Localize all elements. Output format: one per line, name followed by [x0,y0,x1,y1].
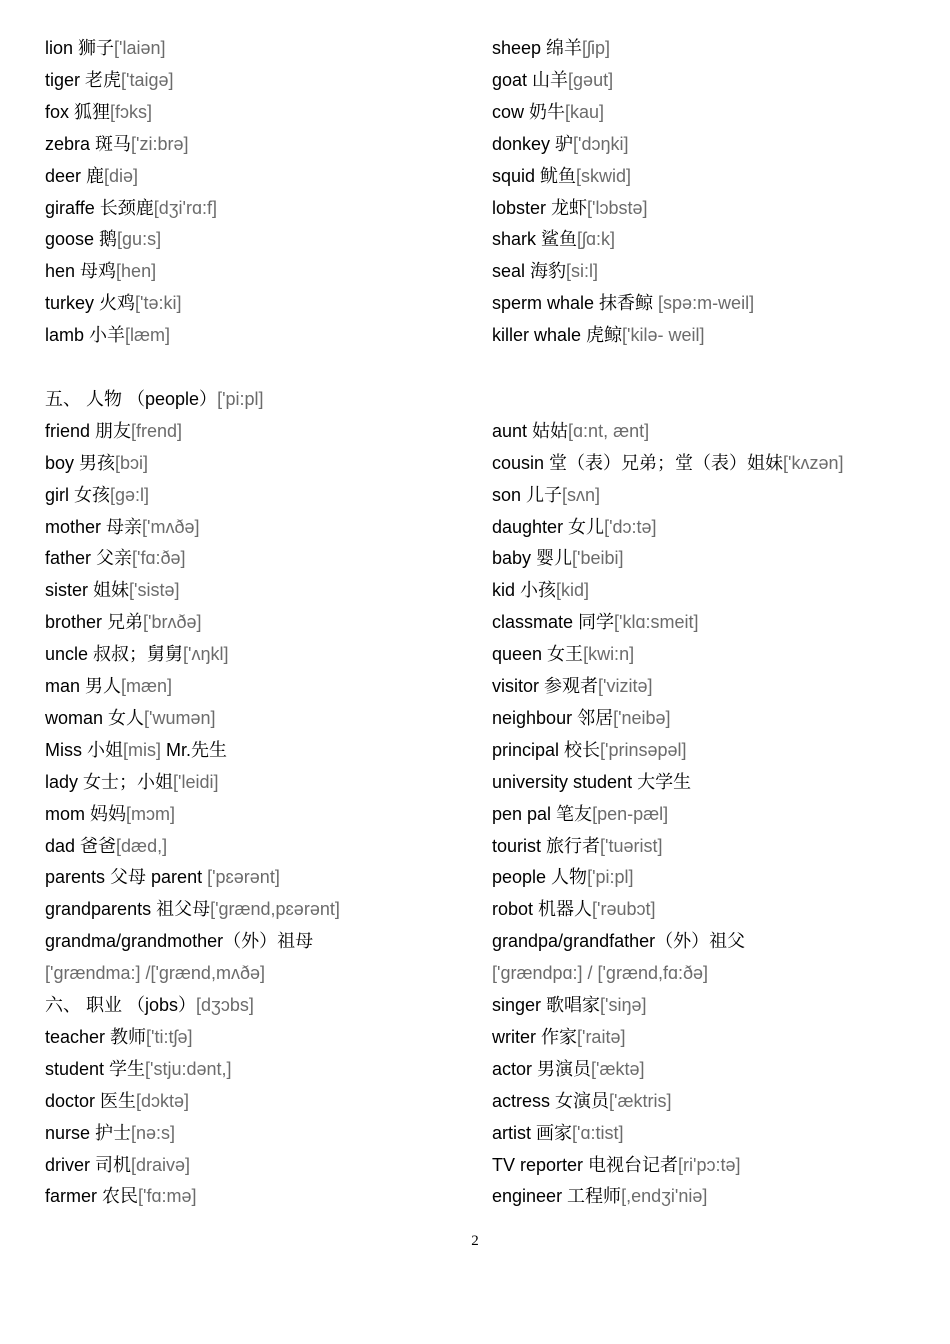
vocab-row [0,128,950,160]
vocab-word: actress 女演员 [492,1090,610,1111]
vocab-word: queen 女王 [492,644,584,665]
phonetic-transcription: [kwi:n] [583,644,635,665]
vocab-entry-left [45,1085,189,1117]
vocab-word: mother 母亲 [45,516,143,537]
vocab-word: grandpa/grandfather（外）祖父 [492,931,746,952]
vocab-row [0,830,950,862]
vocab-entry-left [45,893,340,925]
vocab-word: Miss 小姐 [45,739,123,760]
vocab-entry-left [45,989,254,1021]
vocab-word: tiger 老虎 [45,69,122,90]
phonetic-transcription: ['vizitə] [598,676,653,696]
phonetic-transcription: [draivə] [131,1154,191,1175]
vocab-entry-left [45,734,227,766]
vocab-row [0,1149,950,1181]
vocab-entry-left [45,511,200,543]
phonetic-transcription: [,endʒi'niə] [621,1186,708,1207]
vocab-word: dad 爸爸 [45,835,117,856]
vocab-entry-left [45,447,148,479]
vocab-row [0,160,950,192]
phonetic-transcription: [frend] [131,420,183,441]
phonetic-transcription: [diə] [104,165,139,186]
vocab-word: neighbour 邻居 [492,707,614,728]
vocab-row [0,192,950,224]
phonetic-transcription: [pen-pæl] [592,803,669,824]
phonetic-transcription: [læm] [125,325,171,346]
vocab-word: lion 狮子 [45,38,115,58]
vocab-word: donkey 驴 [492,133,574,154]
vocab-entry-right [492,989,647,1021]
vocab-word: parents 父母 parent [45,867,208,888]
phonetic-transcription: [dæd,] [116,835,168,856]
vocab-entry-left [45,255,156,287]
vocab-entry-right [492,319,705,351]
vocab-entry-right [492,255,598,287]
vocab-word: kid 小孩 [492,580,557,601]
vocab-word: aunt 姑姑 [492,420,569,441]
vocab-word: 五、 人物 （people） [45,388,218,409]
vocab-entry-left [45,415,182,447]
vocab-entry-left [45,702,216,734]
vocab-word: singer 歌唱家 [492,995,601,1015]
vocab-entry-right [492,223,615,255]
vocab-row [0,1085,950,1117]
vocab-word: father 父亲 [45,548,133,569]
vocab-entry-right [492,447,844,479]
vocab-row [0,383,950,415]
phonetic-transcription: [ɑ:nt, ænt] [568,420,650,441]
phonetic-transcription: ['æktris] [609,1090,672,1111]
vocab-row [0,542,950,574]
phonetic-transcription: ['dɔŋki] [573,133,629,154]
vocab-row [0,447,950,479]
vocab-word: zebra 斑马 [45,133,132,154]
vocab-entry-left [45,606,202,638]
vocab-row [0,861,950,893]
phonetic-transcription: [kid] [556,580,590,601]
vocab-row [0,64,950,96]
vocab-entry-left [45,128,189,160]
phonetic-transcription: ['ɑ:tist] [572,1122,624,1143]
vocab-row [0,574,950,606]
vocab-word: sister 姐妹 [45,580,130,601]
vocab-word: student 学生 [45,1058,146,1079]
phonetic-transcription: ['beibi] [572,548,624,569]
vocab-row [0,287,950,319]
vocab-word: friend 朋友 [45,420,132,441]
vocab-entry-right [492,606,699,638]
phonetic-transcription: ['stju:dənt,] [145,1058,232,1079]
vocab-entry-left [45,1149,190,1181]
vocab-word: actor 男演员 [492,1058,592,1079]
vocab-entry-left [45,319,170,351]
vocab-entry-right [492,957,708,989]
phonetic-transcription: [ʃɑ:k] [577,229,616,250]
vocab-row [0,925,950,957]
phonetic-transcription: ['æktə] [591,1058,645,1079]
vocab-row [0,702,950,734]
phonetic-transcription: ['neibə] [613,707,671,728]
vocab-entry-right [492,702,671,734]
vocab-entry-left [45,1180,196,1212]
phonetic-transcription: [spə:m-weil] [653,293,755,314]
vocab-row [0,511,950,543]
vocab-entry-right [492,96,604,128]
vocab-word: mom 妈妈 [45,803,126,824]
vocab-word: 六、 职业 （jobs） [45,995,197,1015]
phonetic-transcription: [bɔi] [115,452,149,473]
phonetic-transcription: [kau] [565,101,605,122]
vocab-entry-right [492,192,648,224]
vocab-word: goat 山羊 [492,69,569,90]
vocab-row [0,670,950,702]
phonetic-transcription: [hen] [116,261,157,282]
vocab-word: fox 狐狸 [45,101,111,122]
vocab-word: artist 画家 [492,1122,573,1143]
vocab-word: goose 鹅 [45,229,118,250]
phonetic-transcription: [mɔm] [126,803,175,824]
vocab-entry-left [45,638,229,670]
phonetic-transcription: [mæn] [121,676,173,696]
vocab-row [0,96,950,128]
vocab-entry-left [45,287,181,319]
vocab-word: teacher 教师 [45,1026,147,1047]
vocab-word: driver 司机 [45,1154,132,1175]
vocab-word: pen pal 笔友 [492,803,593,824]
phonetic-transcription: [si:l] [566,261,599,282]
phonetic-transcription: [dɔktə] [136,1090,190,1111]
phonetic-transcription: [gu:s] [117,229,162,250]
phonetic-transcription: [skwid] [576,165,632,186]
vocab-word: sheep 绵羊 [492,38,583,58]
vocab-entry-left [45,479,149,511]
vocab-entry-left [45,192,217,224]
phonetic-transcription: ['klɑ:smeit] [614,612,699,633]
vocab-entry-left [45,1021,193,1053]
phonetic-transcription: ['grændpɑ:] / ['grænd,fɑ:ðə] [492,963,708,984]
phonetic-transcription: [nə:s] [131,1122,176,1143]
phonetic-transcription: ['grænd,pɛərənt] [210,899,340,920]
vocab-entry-left [45,383,264,415]
vocab-entry-right [492,1021,625,1053]
page-number: 2 [471,1233,479,1249]
vocab-row [0,1053,950,1085]
vocab-word: squid 鱿鱼 [492,165,577,186]
vocab-row [0,957,950,989]
phonetic-transcription: ['tuərist] [600,835,663,856]
vocab-entry-right [492,542,624,574]
vocab-entry-left [45,32,166,64]
vocab-row [0,32,950,64]
vocab-word: daughter 女儿 [492,516,605,537]
vocab-word: hen 母鸡 [45,261,117,282]
vocab-entry-right [492,511,657,543]
vocab-word: seal 海豹 [492,261,567,282]
vocab-entry-right [492,670,652,702]
vocab-row [0,351,950,383]
vocab-word: shark 鲨鱼 [492,229,578,250]
vocab-entry-right [492,1085,671,1117]
vocab-word: killer whale 虎鲸 [492,325,623,346]
phonetic-transcription: ['kilə- weil] [622,325,705,346]
phonetic-transcription: [sʌn] [562,484,601,505]
vocab-entry-left [45,670,172,702]
vocab-entry-left [45,861,280,893]
vocab-entry-right [492,893,656,925]
vocab-entry-right [492,861,634,893]
vocab-word: cousin 堂（表）兄弟；堂（表）姐妹 [492,452,784,473]
vocab-row [0,1021,950,1053]
vocab-entry-right [492,1053,645,1085]
vocab-entry-right [492,798,668,830]
vocab-word: engineer 工程师 [492,1186,622,1207]
vocab-row [0,319,950,351]
vocab-word: lady 女士；小姐 [45,771,174,792]
vocab-word: giraffe 长颈鹿 [45,197,154,218]
vocab-entry-right [492,1149,741,1181]
phonetic-transcription: ['leidi] [173,771,219,792]
phonetic-transcription: [fɔks] [110,101,153,122]
phonetic-transcription: ['dɔ:tə] [604,516,657,537]
vocab-entry-right [492,415,649,447]
vocab-entry-right [492,1180,707,1212]
vocab-word: sperm whale 抹香鲸 [492,293,654,314]
vocab-entry-right [492,128,629,160]
vocab-entry-left [45,574,179,606]
phonetic-transcription: ['pi:pl] [217,388,264,409]
vocab-word: visitor 参观者 [492,676,599,696]
vocab-entry-left [45,798,175,830]
vocab-word: tourist 旅行者 [492,835,601,856]
vocab-word: doctor 医生 [45,1090,137,1111]
vocab-word: robot 机器人 [492,899,593,920]
phonetic-transcription: [dʒɔbs] [196,995,254,1015]
vocab-entry-right [492,287,754,319]
phonetic-transcription: ['fɑ:mə] [138,1186,197,1207]
phonetic-transcription: ['siŋə] [600,995,647,1015]
phonetic-transcription: ['rəubɔt] [592,899,656,920]
vocab-word: man 男人 [45,676,122,696]
vocab-entry-left [45,1053,232,1085]
phonetic-transcription: ['pɛərənt] [207,867,280,888]
vocab-row [0,638,950,670]
phonetic-transcription: ['zi:brə] [131,133,189,154]
phonetic-transcription: ['taigə] [121,69,174,90]
vocab-row [0,1117,950,1149]
vocab-word: lobster 龙虾 [492,197,588,218]
vocab-row [0,479,950,511]
vocab-entry-left [45,925,313,957]
vocab-row [0,766,950,798]
vocab-word: boy 男孩 [45,452,116,473]
vocab-word: TV reporter 电视台记者 [492,1154,679,1175]
vocab-row [0,1180,950,1212]
vocab-word: farmer 农民 [45,1186,139,1207]
vocab-word: grandma/grandmother（外）祖母 [45,931,314,952]
vocab-row [0,255,950,287]
vocab-entry-right [492,160,631,192]
phonetic-transcription: [ri'pɔ:tə] [678,1154,741,1175]
vocab-word: people 人物 [492,867,588,888]
phonetic-transcription: [gə:l] [110,484,150,505]
vocab-entry-right [492,479,600,511]
vocab-word: lamb 小羊 [45,325,126,346]
vocab-word: turkey 火鸡 [45,293,136,314]
vocab-entry-right [492,830,663,862]
vocab-word: grandparents 祖父母 [45,899,211,920]
phonetic-transcription: [mis] [123,739,161,760]
phonetic-transcription: ['fɑ:ðə] [132,548,186,569]
vocab-entry-right [492,32,610,64]
vocab-word: girl 女孩 [45,484,111,505]
vocab-entry-left [45,1117,175,1149]
vocab-row [0,606,950,638]
vocab-row [0,989,950,1021]
vocab-entry-left [45,542,186,574]
vocab-word: woman 女人 [45,707,145,728]
phonetic-transcription: [ʃip] [582,38,611,58]
vocab-word: baby 婴儿 [492,548,573,569]
phonetic-transcription: [gəut] [568,69,614,90]
phonetic-transcription: ['mʌðə] [142,516,200,537]
phonetic-transcription: ['kʌzən] [783,452,844,473]
phonetic-transcription: ['wumən] [144,707,216,728]
phonetic-transcription: [dʒi'rɑ:f] [153,197,217,218]
vocab-entry-left [45,957,265,989]
vocab-entry-left [45,766,219,798]
vocab-entry-left [45,223,161,255]
vocab-word: writer 作家 [492,1026,577,1047]
vocab-word: deer 鹿 [45,165,105,186]
phonetic-transcription: ['sistə] [129,580,180,601]
vocab-entry-left [45,64,174,96]
vocab-entry-left [45,96,152,128]
vocab-word: classmate 同学 [492,612,615,633]
vocab-entry-right [492,766,691,798]
vocab-entry-right [492,64,613,96]
phonetic-transcription: ['ʌŋkl] [183,644,229,665]
phonetic-transcription: ['grændma:] /['grænd,mʌðə] [45,963,265,984]
vocab-row [0,734,950,766]
vocab-row [0,893,950,925]
vocab-entry-left [45,830,167,862]
vocab-word: uncle 叔叔；舅舅 [45,644,184,665]
vocab-word-extra: Mr.先生 [161,739,227,760]
vocab-row [0,415,950,447]
vocab-entry-left [45,160,138,192]
phonetic-transcription: ['raitə] [577,1026,626,1047]
vocab-word: nurse 护士 [45,1122,132,1143]
phonetic-transcription: ['pi:pl] [587,867,634,888]
phonetic-transcription: ['brʌðə] [143,612,202,633]
vocab-entry-right [492,925,745,957]
vocab-word: brother 兄弟 [45,612,144,633]
vocab-entry-right [492,1117,623,1149]
vocab-entry-right [492,638,634,670]
phonetic-transcription: ['lɔbstə] [587,197,648,218]
phonetic-transcription: ['prinsəpəl] [600,739,687,760]
phonetic-transcription: ['laiən] [114,38,166,58]
vocab-row [0,223,950,255]
vocab-word: university student 大学生 [492,771,692,792]
vocab-word: son 儿子 [492,484,563,505]
phonetic-transcription: ['ti:tʃə] [146,1026,193,1047]
vocab-entry-right [492,574,589,606]
vocab-entry-right [492,734,687,766]
vocab-row [0,798,950,830]
phonetic-transcription: ['tə:ki] [135,293,182,314]
vocab-word: principal 校长 [492,739,601,760]
vocab-word: cow 奶牛 [492,101,566,122]
